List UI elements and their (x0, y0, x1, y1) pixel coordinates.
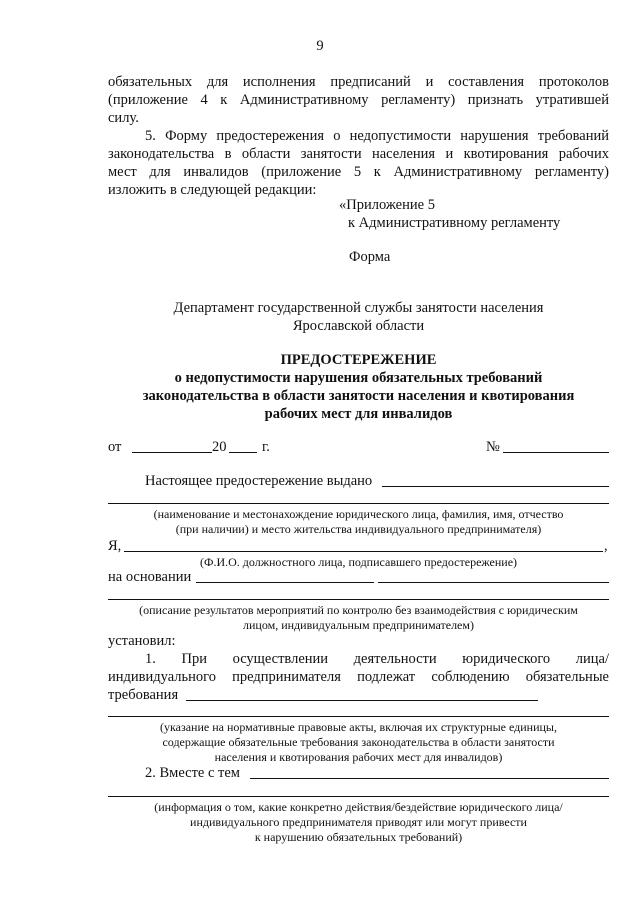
year-blank (229, 452, 257, 453)
date-from-label: от (108, 439, 122, 455)
paragraph-5-line-4: изложить в следующей редакции: (108, 182, 317, 198)
issued-caption-2: (при наличии) и место жительства индивидуального предпринимателя) (175, 522, 542, 536)
paragraph-5-line-1: 5. Форму предостережения о недопустимости нарушения требований (145, 128, 609, 144)
department-line-2: Ярославской области (292, 318, 425, 334)
intro-line-1: обязательных для исполнения предписаний и составления протоколов (108, 74, 609, 90)
form-label: Форма (349, 249, 391, 265)
official-comma: , (604, 538, 608, 554)
basis-blank-a (196, 582, 374, 583)
point-2-label: 2. Вместе с тем (145, 765, 240, 781)
basis-caption-2: лицом, индивидуальным предпринимателем) (243, 618, 474, 632)
point-1-line-2: индивидуального предпринимателя подлежат соблюдению обязательные (108, 669, 609, 685)
paragraph-5-line-3: мест для инвалидов (приложение 5 к Административному регламенту) (108, 164, 609, 180)
requirements-blank-2 (108, 716, 609, 717)
title-sub-2: законодательства в области занятости населения и квотирования (142, 388, 575, 404)
intro-line-2: (приложение 4 к Административному регламенту) признать утратившей (108, 92, 609, 108)
basis-blank-b (378, 582, 609, 583)
appendix-line-1: «Приложение 5 (339, 197, 435, 213)
title-sub-3: рабочих мест для инвалидов (264, 406, 453, 422)
point-1-line-3: требования (108, 687, 179, 703)
point-2-blank-2 (108, 796, 609, 797)
basis-label: на основании (108, 569, 192, 585)
point-1-line-1: 1. При осуществлении деятельности юридического лица/ (145, 651, 609, 667)
official-blank (124, 551, 603, 552)
established-label: установил: (108, 633, 176, 649)
violation-caption-3: к нарушению обязательных требований) (254, 830, 463, 844)
issued-blank-2 (108, 503, 609, 504)
document-title: ПРЕДОСТЕРЕЖЕНИЕ (280, 352, 437, 368)
official-caption: (Ф.И.О. должностного лица, подписавшего предостережение) (199, 555, 518, 569)
date-blank (132, 452, 212, 453)
year-suffix: г. (262, 439, 270, 455)
number-blank (503, 452, 609, 453)
title-sub-1: о недопустимости нарушения обязательных требований (174, 370, 543, 386)
year-prefix: 20 (212, 439, 227, 455)
basis-caption-1: (описание результатов мероприятий по контролю без взаимодействия с юридическим (139, 603, 578, 617)
official-i-label: Я, (108, 538, 122, 554)
issued-caption-1: (наименование и местонахождение юридического лица, фамилия, имя, отчество (153, 507, 564, 521)
number-sign: № (486, 439, 500, 455)
appendix-line-2: к Административному регламенту (348, 215, 561, 231)
department-line-1: Департамент государственной службы занятости населения (173, 300, 544, 316)
requirements-caption-1: (указание на нормативные правовые акты, включая их структурные единицы, (159, 720, 557, 734)
page-number: 9 (316, 38, 324, 54)
violation-caption-1: (информация о том, какие конкретно действия/бездействие юридического лица/ (154, 800, 563, 814)
intro-line-3: силу. (108, 110, 139, 126)
requirements-caption-2: содержащие обязательные требования законодательства в области занятости (162, 735, 555, 749)
violation-caption-2: индивидуального предпринимателя приводят или могут привести (190, 815, 527, 829)
requirements-caption-3: населения и квотирования рабочих мест для инвалидов) (214, 750, 503, 764)
issued-blank (382, 486, 609, 487)
basis-blank-2 (108, 599, 609, 600)
point-2-blank (250, 778, 609, 779)
issued-label: Настоящее предостережение выдано (145, 473, 373, 489)
paragraph-5-line-2: законодательства в области занятости населения и квотирования рабочих (108, 146, 609, 162)
requirements-blank (186, 700, 538, 701)
